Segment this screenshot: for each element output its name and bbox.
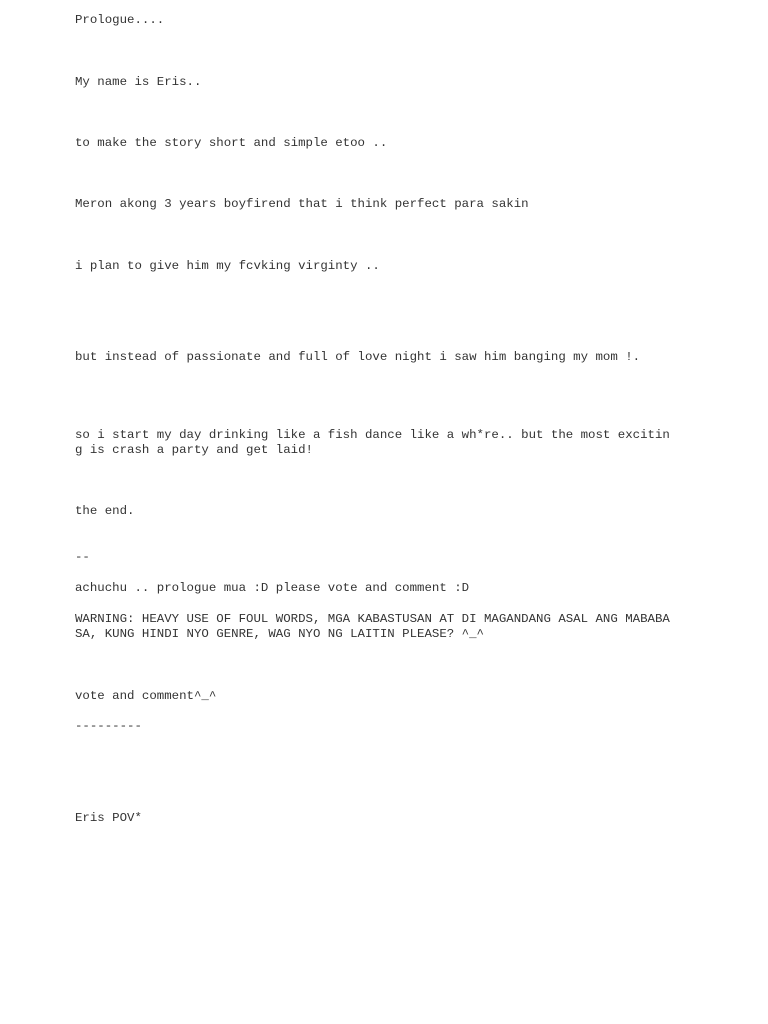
vote-comment-line: vote and comment^_^ bbox=[75, 689, 217, 703]
short-separator: -- bbox=[75, 550, 90, 564]
intro-name-line: My name is Eris.. bbox=[75, 75, 202, 89]
pov-line: Eris POV* bbox=[75, 811, 142, 825]
author-note-line: achuchu .. prologue mua :D please vote and comment :D bbox=[75, 581, 470, 595]
warning-line-2: SA, KUNG HINDI NYO GENRE, WAG NYO NG LAITIN PLEASE? ^_^ bbox=[75, 627, 484, 641]
the-end-line: the end. bbox=[75, 504, 135, 518]
instead-line: but instead of passionate and full of love night i saw him banging my mom !. bbox=[75, 350, 641, 364]
plan-line: i plan to give him my fcvking virginty .. bbox=[75, 259, 380, 273]
short-simple-line: to make the story short and simple etoo .. bbox=[75, 136, 388, 150]
start-day-line-2: g is crash a party and get laid! bbox=[75, 443, 313, 457]
long-separator: --------- bbox=[75, 719, 142, 733]
start-day-line-1: so i start my day drinking like a fish dance like a wh*re.. but the most excitin bbox=[75, 428, 670, 442]
warning-line-1: WARNING: HEAVY USE OF FOUL WORDS, MGA KABASTUSAN AT DI MAGANDANG ASAL ANG MABABA bbox=[75, 612, 670, 626]
boyfriend-line: Meron akong 3 years boyfirend that i think perfect para sakin bbox=[75, 197, 529, 211]
prologue-heading: Prologue.... bbox=[75, 13, 165, 27]
